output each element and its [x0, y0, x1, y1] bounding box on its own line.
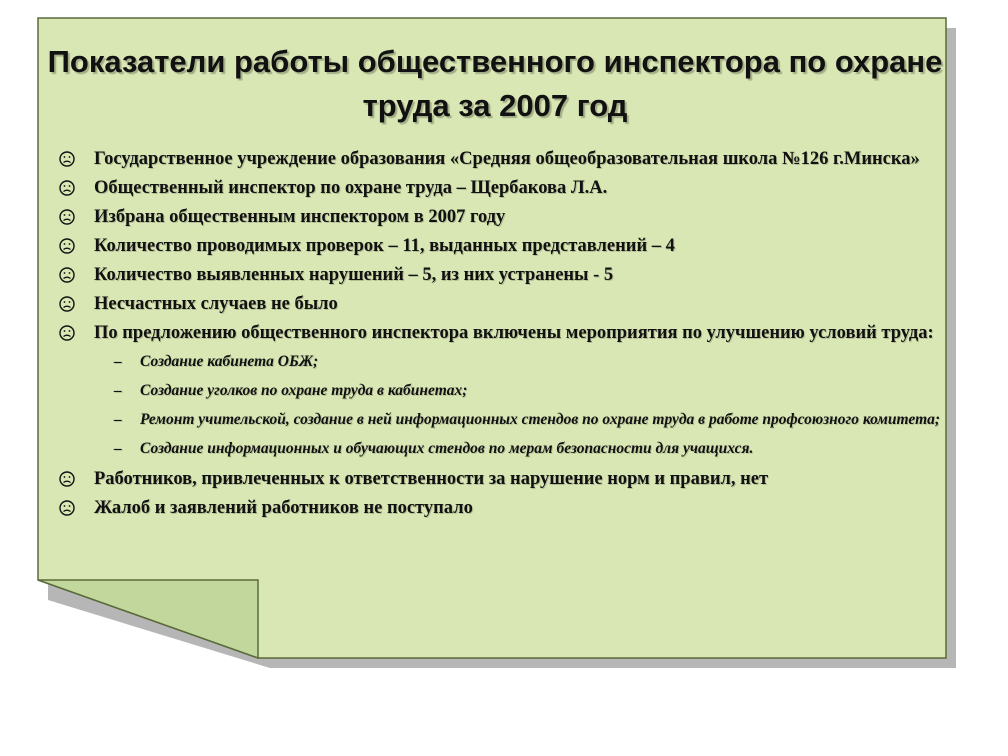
title-line-2: труда за 2007 год	[362, 88, 628, 123]
frown-face-icon	[58, 499, 82, 517]
list-item-text: Общественный инспектор по охране труда – Щербакова Л.А.	[94, 178, 608, 198]
sub-list	[94, 351, 946, 459]
list-item-text: Количество выявленных нарушений – 5, из них устранены - 5	[94, 265, 614, 285]
list-item-text: По предложению общественного инспектора включены мероприятия по улучшению условий труда:	[94, 323, 934, 343]
sub-list-item-text: Создание уголков по охране труда в кабинетах;	[140, 382, 468, 399]
bullet-list	[56, 147, 946, 525]
frown-face-icon	[58, 324, 82, 342]
list-item-text: Несчастных случаев не было	[94, 294, 338, 314]
frown-face-icon	[58, 237, 82, 255]
frown-face-icon	[58, 179, 82, 197]
sub-list-item	[94, 380, 946, 401]
sub-list-item	[94, 409, 946, 430]
list-item	[56, 263, 946, 287]
list-item-text: Работников, привлеченных к ответственности за нарушение норм и правил, нет	[94, 469, 769, 489]
list-item	[56, 467, 946, 491]
list-item-text: Количество проводимых проверок – 11, выданных представлений – 4	[94, 236, 675, 256]
sub-list-item-text: Ремонт учительской, создание в ней информационных стендов по охране труда в работе профсоюзного комитета;	[140, 411, 941, 428]
frown-face-icon	[58, 150, 82, 168]
list-item-text: Государственное учреждение образования «Средняя общеобразовательная школа №126 г.Минска»	[94, 149, 920, 169]
list-item	[56, 176, 946, 200]
sub-list-item	[94, 351, 946, 372]
list-item-text: Избрана общественным инспектором в 2007 году	[94, 207, 506, 227]
slide-content	[40, 18, 950, 578]
list-item	[56, 147, 946, 171]
title-line-1: Показатели работы общественного инспектора по охране	[47, 44, 943, 79]
sub-list-item-text: Создание кабинета ОБЖ;	[140, 353, 319, 370]
list-item	[56, 496, 946, 520]
dash-marker: –	[114, 411, 122, 428]
dash-marker: –	[114, 440, 122, 457]
folded-corner	[38, 580, 258, 658]
frown-face-icon	[58, 266, 82, 284]
dash-marker: –	[114, 382, 122, 399]
list-item	[56, 292, 946, 316]
frown-face-icon	[58, 208, 82, 226]
frown-face-icon	[58, 470, 82, 488]
page-title	[40, 40, 950, 128]
list-item	[56, 234, 946, 258]
list-item	[56, 205, 946, 229]
sub-list-item-text: Создание информационных и обучающих стендов по мерам безопасности для учащихся.	[140, 440, 754, 457]
list-item	[56, 321, 946, 459]
frown-face-icon	[58, 295, 82, 313]
sub-list-item	[94, 438, 946, 459]
list-item-text: Жалоб и заявлений работников не поступало	[94, 498, 473, 518]
dash-marker: –	[114, 353, 122, 370]
